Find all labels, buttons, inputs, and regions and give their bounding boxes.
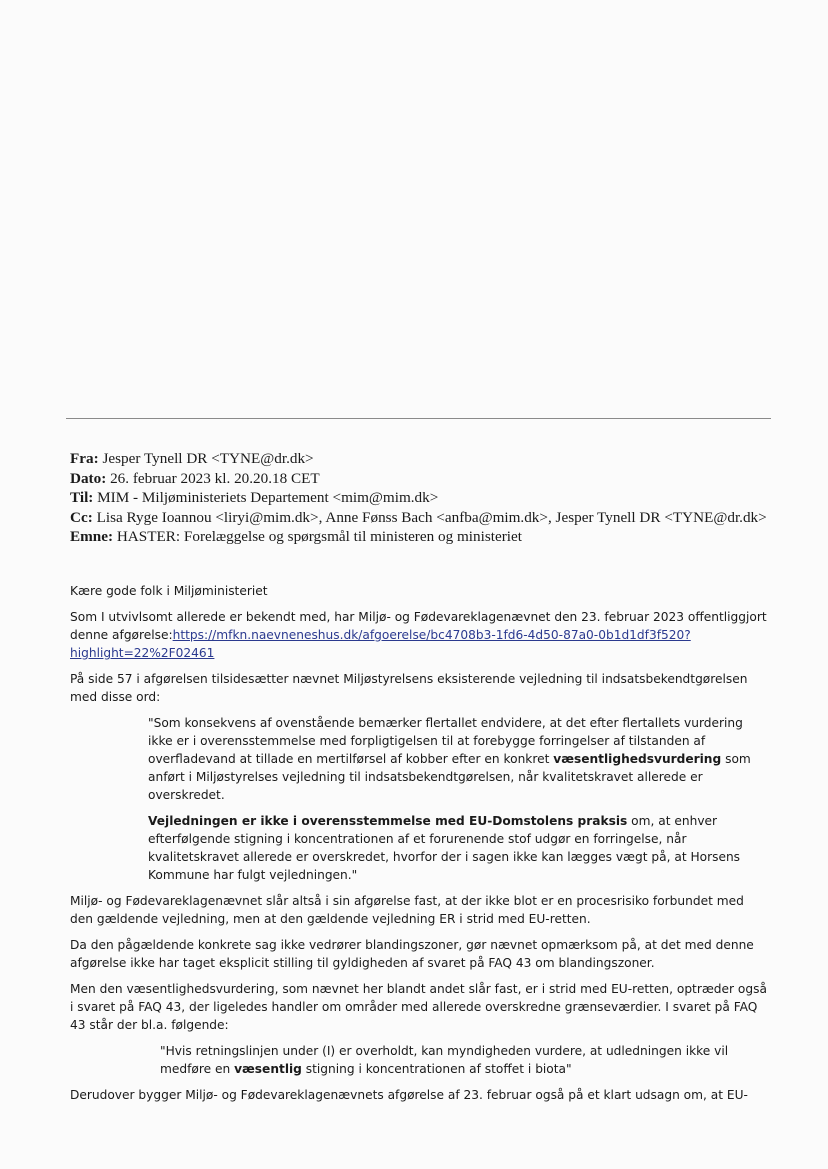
blockquote-decision: [70, 714, 770, 884]
quote-bold: væsentlighedsvurdering: [553, 752, 722, 766]
quote-text: "Som konsekvens af ovenstående bemærker flertallet endvidere, at det efter flertallets vurdering ikke er i overensstemmelse med forpligtigelsen til at forebygge forringelser af tilstanden af overfladevand at tillade en mertilførsel af kobber efter en konkret: [148, 716, 743, 766]
paragraph-faq43: Men den væsentlighedsvurdering, som nævnet her blandt andet slår fast, er i strid med EU-retten, optræder også i svaret på FAQ 43, der ligeledes handler om områder med allerede overskredne grænseværdier. I svaret på FAQ 43 står der bl.a. følgende:: [70, 982, 767, 1032]
subject-label: Emne:: [70, 528, 114, 545]
header-divider: [66, 418, 771, 419]
to-label: Til:: [70, 489, 94, 506]
quote-paragraph-2: [148, 812, 770, 884]
paragraph-mixing-zones: Da den pågældende konkrete sag ikke vedrører blandingszoner, gør nævnet opmærksom på, at det med denne afgørelse ikke har taget eksplicit stilling til gyldigheden af svaret på FAQ 43 om blandingszoner.: [70, 938, 754, 970]
email-body: [70, 582, 770, 1112]
quote-bold: Vejledningen er ikke i overensstemmelse med EU-Domstolens praksis: [148, 814, 628, 828]
quote-text: stigning i koncentrationen af stoffet i biota": [301, 1062, 572, 1076]
date-label: Dato:: [70, 469, 107, 487]
subject-value: HASTER: Forelæggelse og spørgsmål til ministeren og ministeriet: [116, 528, 522, 545]
date-line: [70, 469, 770, 489]
date-value: 26. februar 2023 kl. 20.20.18 CET: [110, 469, 320, 487]
from-label: Fra:: [70, 450, 99, 467]
from-value: Jesper Tynell DR <TYNE@dr.dk>: [102, 450, 314, 467]
to-value: MIM - Miljøministeriets Departement <mim@mim.dk>: [97, 489, 439, 506]
quote-text: som anført i Miljøstyrelses vejledning til indsatsbekendtgørelsen, når kvalitetskravet allerede er overskredet.: [148, 752, 751, 802]
cc-line: [70, 508, 770, 528]
decision-link[interactable]: https://mfkn.naevneneshus.dk/afgoerelse/bc4708b3-1fd6-4d50-87a0-0b1d1df3f520?highlight=22%2F02461: [70, 628, 691, 660]
subject-line: [70, 527, 770, 547]
quote-text: om, at enhver efterfølgende stigning i koncentrationen af et forurenende stof udgør en forringelse, når kvalitetskravet allerede er overskredet, hvorfor der i sagen ikke kan lægges vægt på, at Horsens Kommune har fulgt vejledningen.": [148, 814, 741, 882]
paragraph-final: Derudover bygger Miljø- og Fødevareklagenævnets afgørelse af 23. februar også på et klart udsagn om, at EU-: [70, 1088, 748, 1102]
paragraph-conclusion: Miljø- og Fødevareklagenævnet slår altså i sin afgørelse fast, at der ikke blot er en procesrisiko forbundet med den gældende vejledning, men at den gældende vejledning ER i strid med EU-retten.: [70, 894, 744, 926]
quote-bold: væsentlig: [234, 1062, 302, 1076]
cc-label: Cc:: [70, 508, 93, 526]
cc-value: Lisa Ryge Ioannou <liryi@mim.dk>, Anne Fønss Bach <anfba@mim.dk>, Jesper Tynell DR <TYNE@dr.dk>: [96, 508, 767, 526]
to-line: [70, 488, 770, 508]
quote-text: "Hvis retningslinjen under (I) er overholdt, kan myndigheden vurdere, at udledningen ikke vil medføre en: [160, 1044, 729, 1076]
intro-text: Som I utvivlsomt allerede er bekendt med, har Miljø- og Fødevareklagenævnet den 23. februar 2023 offentliggjort denne afgørelse:: [70, 610, 767, 642]
from-line: [70, 449, 770, 469]
greeting: Kære gode folk i Miljøministeriet: [70, 584, 268, 598]
quote-paragraph-1: [148, 714, 770, 804]
blockquote-faq43: [70, 1042, 770, 1078]
paragraph-intro: [70, 608, 770, 662]
email-header: [70, 449, 770, 547]
paragraph-page57: På side 57 i afgørelsen tilsidesætter nævnet Miljøstyrelsens eksisterende vejledning til indsatsbekendtgørelsen med disse ord:: [70, 672, 748, 704]
